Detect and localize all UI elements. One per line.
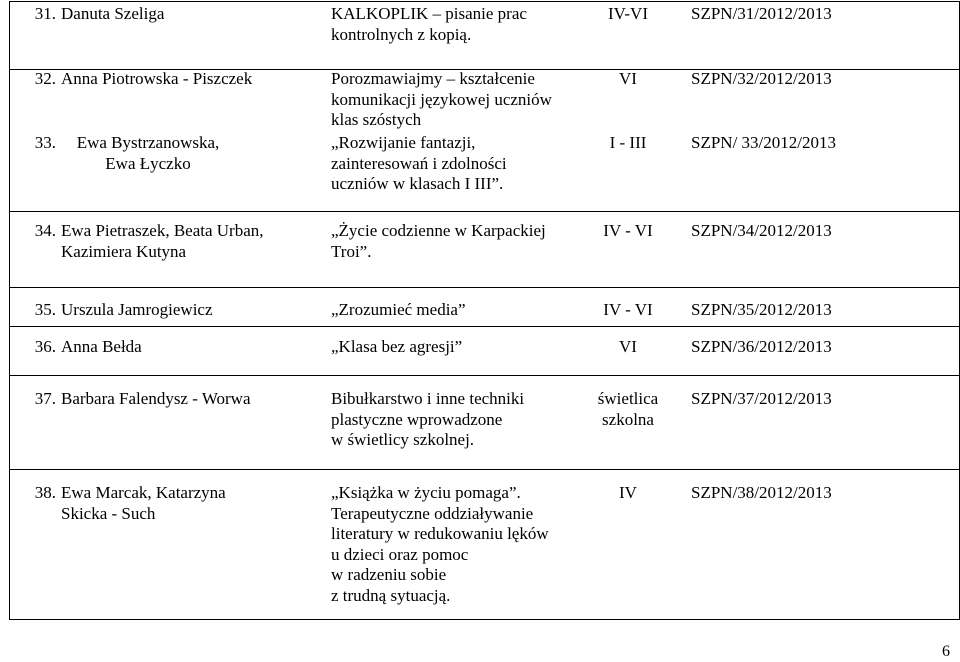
program-title: komunikacji językowej uczniów [331,89,552,109]
class-range: I - III [609,133,647,152]
table-rule [9,1,960,2]
program-title: zainteresowań i zdolności [331,153,507,173]
author-name: Ewa Bystrzanowska, [76,133,220,152]
row-number: 33. [34,133,56,152]
table-rule [9,375,960,376]
class-range: IV - VI [603,221,653,240]
class-range: IV-VI [608,4,648,23]
author-name: Ewa Łyczko [105,153,191,173]
program-title: uczniów w klasach I III”. [331,174,504,193]
program-title: „Życie codzienne w Karpackiej [331,221,546,240]
table-rule [9,287,960,288]
table-border [9,1,10,620]
program-title: „Zrozumieć media” [331,300,466,319]
row-number: 35. [34,300,56,319]
program-title: „Książka w życiu pomaga”. [331,483,521,502]
author-name: Skicka - Such [61,503,156,523]
table-rule [9,326,960,327]
program-title: Bibułkarstwo i inne techniki [331,389,525,408]
table-rule [9,469,960,470]
program-code: SZPN/37/2012/2013 [691,389,832,408]
class-range: VI [619,69,637,88]
program-title: literatury w redukowaniu lęków [331,524,549,543]
program-code: SZPN/38/2012/2013 [691,483,832,502]
program-title: w radzeniu sobie [331,565,447,584]
table-rule [9,619,960,620]
author-name: Anna Bełda [61,337,142,356]
author-name: Ewa Marcak, Katarzyna [61,483,226,502]
program-code: SZPN/32/2012/2013 [691,69,832,88]
program-title: z trudną sytuacją. [331,585,451,605]
class-range: IV - VI [603,300,653,319]
author-name: Anna Piotrowska - Piszczek [61,69,253,88]
row-number: 34. [34,221,56,240]
program-title: w świetlicy szkolnej. [331,430,475,449]
class-range: szkolna [602,409,654,429]
class-range: VI [619,337,637,356]
program-code: SZPN/ 33/2012/2013 [691,133,836,152]
program-title: „Klasa bez agresji” [331,337,463,356]
program-title: kontrolnych z kopią. [331,24,472,44]
program-title: Troi”. [331,241,372,261]
page-number: 6 [942,643,950,660]
row-number: 38. [34,483,56,502]
class-range: IV [619,483,637,502]
author-name: Danuta Szeliga [61,4,165,23]
row-number: 36. [34,337,56,356]
program-title: u dzieci oraz pomoc [331,544,469,564]
table-rule [9,211,960,212]
author-name: Barbara Falendysz - Worwa [61,389,251,408]
program-code: SZPN/31/2012/2013 [691,4,832,23]
program-title: Terapeutyczne oddziaływanie [331,503,534,523]
author-name: Ewa Pietraszek, Beata Urban, [61,221,264,240]
program-code: SZPN/34/2012/2013 [691,221,832,240]
author-name: Kazimiera Kutyna [61,241,187,261]
program-title: „Rozwijanie fantazji, [331,133,476,152]
program-title: KALKOPLIK – pisanie prac [331,4,527,23]
program-title: klas szóstych [331,110,422,129]
class-range: świetlica [597,389,659,408]
row-number: 31. [34,4,56,23]
program-code: SZPN/35/2012/2013 [691,300,832,319]
author-name: Urszula Jamrogiewicz [61,300,213,319]
program-title: Porozmawiajmy – kształcenie [331,69,535,88]
row-number: 32. [34,69,56,88]
program-code: SZPN/36/2012/2013 [691,337,832,356]
row-number: 37. [34,389,56,408]
program-title: plastyczne wprowadzone [331,409,503,429]
